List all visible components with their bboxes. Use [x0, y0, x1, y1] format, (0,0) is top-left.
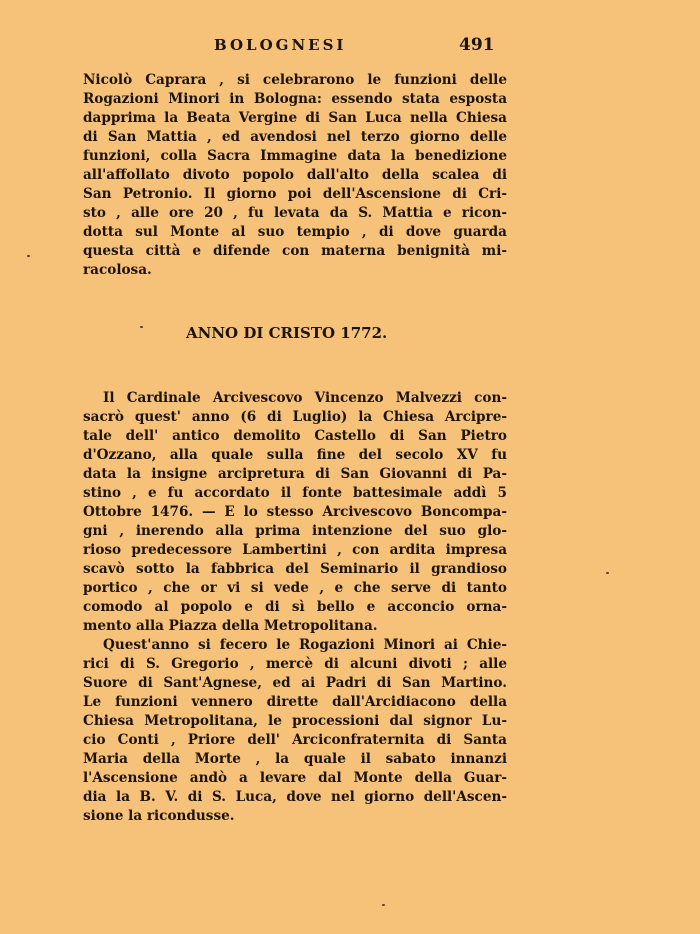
text-line: sto , alle ore 20 , fu levata da S. Mattia e ricon- — [83, 205, 507, 221]
text-line: rici di S. Gregorio , mercè di alcuni divoti ; alle — [83, 656, 507, 672]
text-line: all'affollato divoto popolo dall'alto della scalea di — [83, 167, 507, 183]
text-line: gni , inerendo alla prima intenzione del suo glo- — [83, 523, 507, 539]
text-line: Il Cardinale Arcivescovo Vincenzo Malvezzi con- — [103, 390, 507, 406]
text-line: portico , che or vi si vede , e che serve di tanto — [83, 580, 507, 596]
text-line: questa città e difende con materna benignità mi- — [83, 243, 507, 259]
text-line: funzioni, colla Sacra Immagine data la benedizione — [83, 148, 507, 164]
paper-speck — [140, 326, 143, 328]
text-line: Chiesa Metropolitana, le processioni dal signor Lu- — [83, 713, 507, 729]
page-number: 491 — [459, 35, 495, 55]
text-line: Maria della Morte , la quale il sabato innanzi — [83, 751, 507, 767]
text-line: di San Mattia , ed avendosi nel terzo giorno delle — [83, 129, 507, 145]
text-line: cio Conti , Priore dell' Arciconfraternita di Santa — [83, 732, 507, 748]
text-line: sacrò quest' anno (6 di Luglio) la Chiesa Arcipre- — [83, 409, 507, 425]
text-line: data la insigne arcipretura di San Giovanni di Pa- — [83, 466, 507, 482]
text-line: Suore di Sant'Agnese, ed ai Padri di San Martino. — [83, 675, 507, 691]
text-line: Nicolò Caprara , si celebrarono le funzioni delle — [83, 72, 507, 88]
text-line: mento alla Piazza della Metropolitana. — [83, 618, 378, 634]
text-line: dotta sul Monte al suo tempio , di dove guarda — [83, 224, 507, 240]
text-line: sione la ricondusse. — [83, 808, 235, 824]
text-line: comodo al popolo e di sì bello e acconcio orna- — [83, 599, 507, 615]
text-line: l'Ascensione andò a levare dal Monte della Guar- — [83, 770, 507, 786]
text-line: Le funzioni vennero dirette dall'Arcidiacono della — [83, 694, 507, 710]
text-line: racolosa. — [83, 262, 152, 278]
text-line: Ottobre 1476. — E lo stesso Arcivescovo Boncompa- — [83, 504, 507, 520]
text-line: stino , e fu accordato il fonte battesimale addì 5 — [83, 485, 507, 501]
paper-speck — [27, 255, 30, 257]
text-line: Quest'anno si fecero le Rogazioni Minori ai Chie- — [103, 637, 507, 653]
text-line: dapprima la Beata Vergine di San Luca nella Chiesa — [83, 110, 507, 126]
text-line: d'Ozzano, alla quale sulla fine del secolo XV fu — [83, 447, 507, 463]
text-line: San Petronio. Il giorno poi dell'Ascensione di Cri- — [83, 186, 507, 202]
running-title: BOLOGNESI — [214, 36, 347, 54]
text-line: scavò sotto la fabbrica del Seminario il grandioso — [83, 561, 507, 577]
text-line: dia la B. V. di S. Luca, dove nel giorno dell'Ascen- — [83, 789, 507, 805]
paper-speck — [382, 904, 385, 906]
text-line: tale dell' antico demolito Castello di San Pietro — [83, 428, 507, 444]
text-line: Rogazioni Minori in Bologna: essendo stata esposta — [83, 91, 507, 107]
section-heading: ANNO DI CRISTO 1772. — [186, 324, 388, 342]
text-line: rioso predecessore Lambertini , con ardita impresa — [83, 542, 507, 558]
paper-speck — [606, 572, 609, 574]
